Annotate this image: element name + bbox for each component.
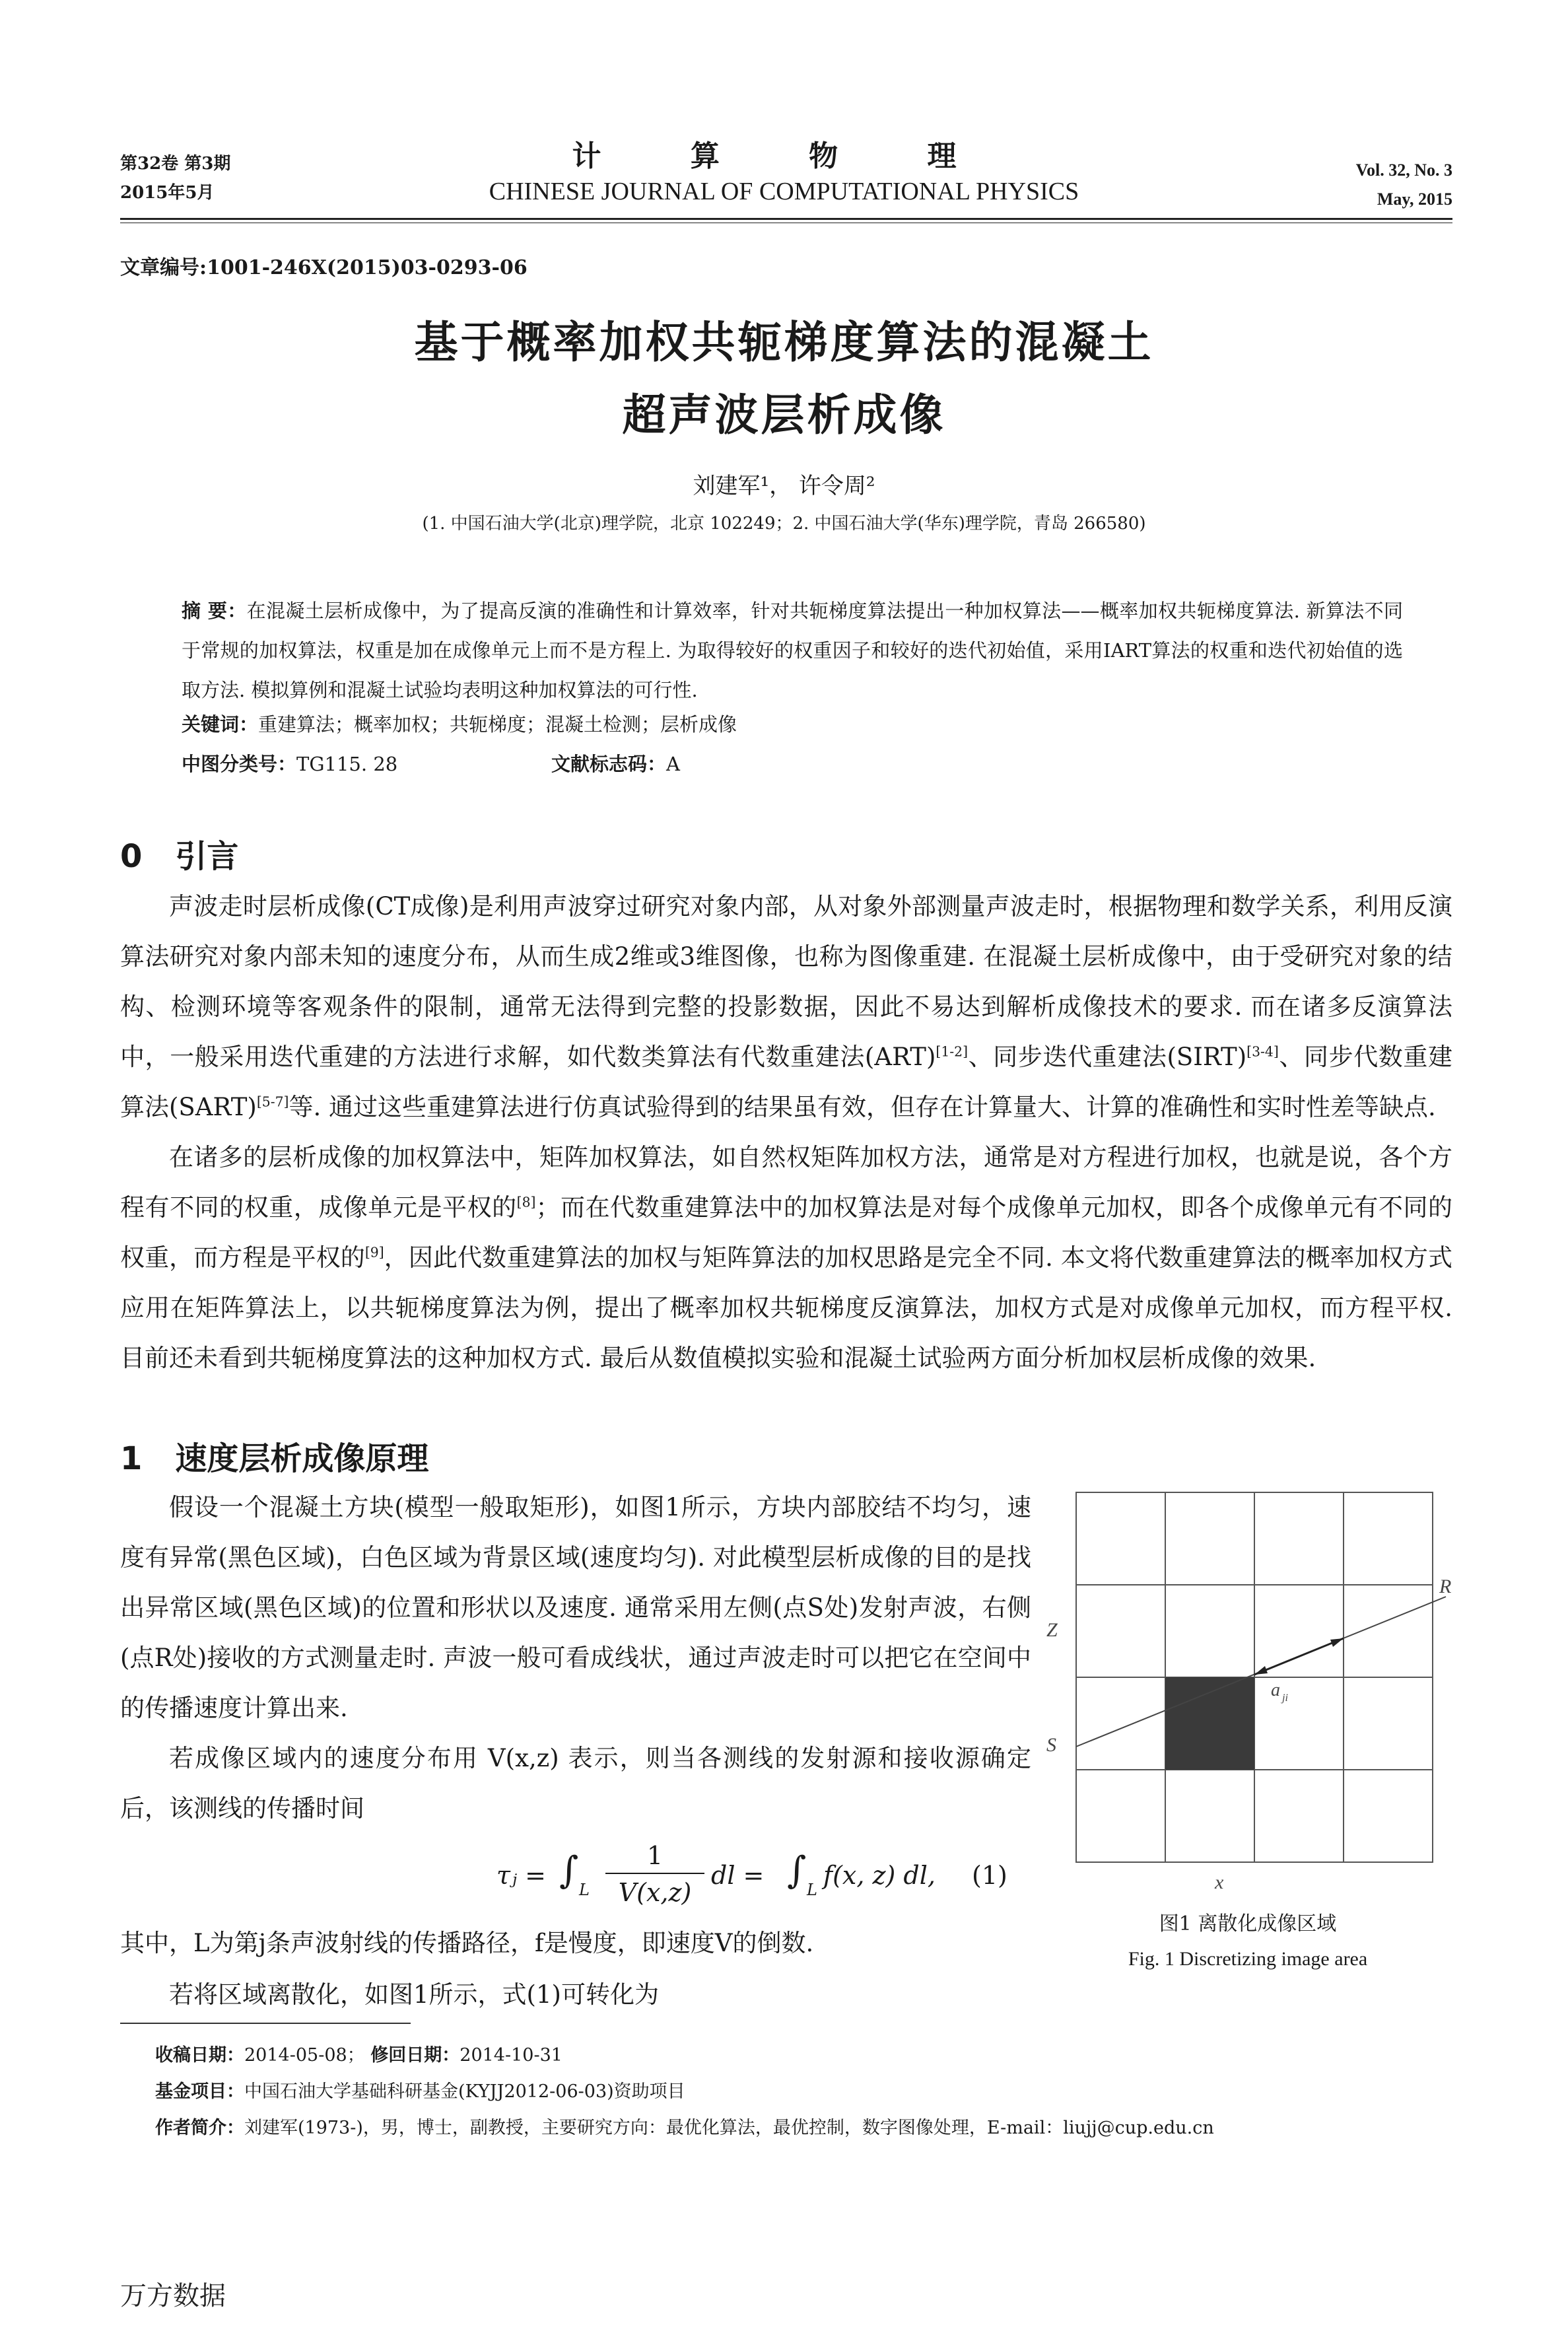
eq-rhs: f(x, z) dl,	[823, 1861, 936, 1890]
section-1-number: 1	[120, 1440, 143, 1477]
doc-code-label: 文献标志码：	[551, 753, 667, 775]
equation-1	[120, 1841, 1031, 1914]
keywords-text: 重建算法；概率加权；共轭梯度；混凝土检测；层析成像	[258, 713, 737, 736]
fund-text: 中国石油大学基础科研基金(KYJJ2012-06-03)资助项目	[244, 2081, 685, 2102]
abstract-text: 在混凝土层析成像中，为了提高反演的准确性和计算效率，针对共轭梯度算法提出一种加权算法——概率加权共轭梯度算法. 新算法不同于常规的加权算法，权重是加在成像单元上而不是方程上. 为取得较好的权重因子和较好的迭代初始值，采用IART算法的权重和迭代初始值的选取方法. 模拟算例和混凝土试验均表明这种加权算法的可行性.	[182, 600, 1403, 701]
arrow-head-left	[1254, 1666, 1268, 1675]
date-cn: 2015年5月	[120, 183, 215, 203]
eq-integral-1-sub: L	[579, 1881, 590, 1899]
s0p1-text: 声波走时层析成像(CT成像)是利用声波穿过研究对象内部，从对象外部测量声波走时，根据物理和数学关系，利用反演算法研究对象内部未知的速度分布，从而生成2维或3维图像，也称为图像重建. 在混凝土层析成像中，由于受研究对象的结构、检测环境等客观条件的限制，通常无法得到完整的投影数据，因此不易达到解析成像技术的要求. 而在诸多反演算法中，一般采用迭代重建的方法进行求解，如代数类算法有代数重建法(ART)	[120, 892, 1452, 1071]
label-a-subscript: ji	[1282, 1692, 1288, 1704]
eq-fraction-bar	[605, 1873, 704, 1874]
received-label: 收稿日期：	[155, 2045, 244, 2066]
author-bio-label: 作者简介：	[155, 2118, 244, 2138]
paper-title-line2: 超声波层析成像	[622, 390, 946, 440]
footnote-dates	[155, 2040, 562, 2066]
journal-title-cn: 计 算 物 理	[572, 139, 996, 173]
clc-label: 中图分类号：	[182, 753, 297, 775]
fund-label: 基金项目：	[155, 2081, 244, 2102]
abstract	[182, 591, 1403, 710]
figure-1-caption-en: Fig. 1 Discretizing image area	[1128, 1948, 1368, 1970]
section-0-number: 0	[120, 838, 143, 875]
citation: [8]	[516, 1194, 536, 1210]
label-a: a	[1271, 1680, 1280, 1700]
keywords	[182, 710, 737, 737]
footnote-funding	[155, 2077, 685, 2103]
eq-lhs: τⱼ =	[496, 1861, 546, 1890]
label-s: S	[1046, 1734, 1056, 1756]
citation: [9]	[364, 1244, 384, 1261]
footnote-rule	[120, 2023, 411, 2024]
eq-integral-1: ∫	[559, 1849, 579, 1892]
author-bio-text: 刘建军(1973-)，男，博士，副教授，主要研究方向：最优化算法，最优控制，数字图像处理，E-mail：liujj@cup.edu.cn	[244, 2118, 1214, 2138]
section-0-paragraph-2	[120, 1132, 1452, 1383]
article-number: 文章编号:1001-246X(2015)03-0293-06	[120, 256, 528, 279]
arrow-head-right	[1330, 1638, 1344, 1647]
citation: [1-2]	[936, 1043, 969, 1060]
label-z: Z	[1046, 1619, 1058, 1641]
s0p2-a: 在诸多的层析成像的加权算法中，矩阵加权算法，如自然权矩阵加权方法，通常是对方程进行加权，也就是说，各个方程有不同的权重，成像单元是平权的	[120, 1143, 1452, 1222]
section-0-heading	[120, 831, 238, 876]
s0p1-mid2: 、同步代数重建算法(SART)	[120, 1043, 1452, 1121]
revised-label: 修回日期：	[370, 2045, 460, 2066]
section-1-paragraph-1: 假设一个混凝土方块(模型一般取矩形)，如图1所示，方块内部胶结不均匀，速度有异常(黑色区域)，白色区域为背景区域(速度均匀). 对此模型层析成像的目的是找出异常区域(黑色区域)的位置和形状以及速度. 通常采用左侧(点S处)发射声波，右侧(点R处)接收的方式测量走时. 声波一般可看成线状，通过声波走时可以把它在空间中的传播速度计算出来.	[120, 1493, 1031, 1722]
authors: 刘建军¹， 许令周²	[693, 473, 875, 499]
section-0-paragraph-1	[120, 882, 1452, 1132]
abstract-label: 摘 要：	[182, 600, 247, 622]
citation: [5-7]	[256, 1094, 289, 1110]
eq-denominator: V(x,z)	[618, 1878, 692, 1907]
volume-issue-en: Vol. 32, No. 3	[1355, 160, 1452, 180]
keywords-label: 关键词：	[182, 713, 259, 736]
doc-code-value: A	[666, 753, 680, 775]
section-1-title: 速度层析成像原理	[175, 1440, 429, 1477]
section-0-title: 引言	[175, 838, 239, 875]
document-code	[551, 749, 680, 777]
header-rule	[120, 218, 1452, 220]
clc-number	[182, 749, 397, 777]
paper-title-line1: 基于概率加权共轭梯度算法的混凝土	[414, 317, 1154, 368]
section-1-paragraph-2: 若成像区域内的速度分布用 V(x,z) 表示，则当各测线的发射源和接收源确定后，该测线的传播时间	[120, 1744, 1031, 1823]
figure-1-caption-cn: 图1 离散化成像区域	[1159, 1912, 1337, 1935]
eq-label: (1)	[972, 1861, 1007, 1890]
revised-date: 2014-10-31	[460, 2045, 562, 2066]
footnote-author-bio	[155, 2113, 1214, 2139]
eq-integral-2: ∫	[787, 1849, 807, 1892]
s0p1-mid1: 、同步迭代重建法(SIRT)	[968, 1043, 1247, 1071]
s0p2-c: ，因此代数重建算法的加权与矩阵算法的加权思路是完全不同. 本文将代数重建算法的概率加权方式应用在矩阵算法上，以共轭梯度算法为例，提出了概率加权共轭梯度反演算法，加权方式是对成像单元加权，而方程平权. 目前还未看到共轭梯度算法的这种加权方式. 最后从数值模拟实验和混凝土试验两方面分析加权层析成像的效果.	[120, 1243, 1452, 1372]
eq-integral-2-sub: L	[807, 1881, 817, 1899]
volume-issue-cn: 第32卷 第3期	[120, 154, 231, 174]
label-x: x	[1215, 1871, 1224, 1893]
path-length-arrow	[1254, 1638, 1344, 1675]
eq-numerator: 1	[646, 1841, 664, 1870]
wanfang-watermark: 万方数据	[120, 2281, 226, 2311]
figure-1-discretizing-grid	[1043, 1479, 1466, 1902]
clc-value: TG115. 28	[296, 753, 398, 775]
anomaly-cell	[1165, 1677, 1254, 1770]
s0p1-end: 等. 通过这些重建算法进行仿真试验得到的结果虽有效，但存在计算量大、计算的准确性和实时性差等缺点.	[289, 1093, 1436, 1121]
section-1-paragraph-4: 若将区域离散化，如图1所示，式(1)可转化为	[169, 1980, 659, 2009]
citation: [3-4]	[1246, 1043, 1279, 1060]
received-date: 2014-05-08；	[244, 2045, 365, 2066]
date-en: May, 2015	[1377, 190, 1452, 209]
affiliations: (1. 中国石油大学(北京)理学院，北京 102249；2. 中国石油大学(华东)理学院，青岛 266580)	[422, 514, 1146, 534]
section-1-paragraph-3: 其中，L为第j条声波射线的传播路径，f是慢度，即速度V的倒数.	[120, 1929, 814, 1957]
journal-title-en: CHINESE JOURNAL OF COMPUTATIONAL PHYSICS	[489, 178, 1079, 205]
s0p2-b: ；而在代数重建算法中的加权算法是对每个成像单元加权，即各个成像单元有不同的权重，而方程是平权的	[120, 1193, 1453, 1272]
section-1-heading	[120, 1433, 428, 1479]
eq-dl: dl =	[711, 1861, 765, 1890]
label-r: R	[1439, 1576, 1452, 1597]
